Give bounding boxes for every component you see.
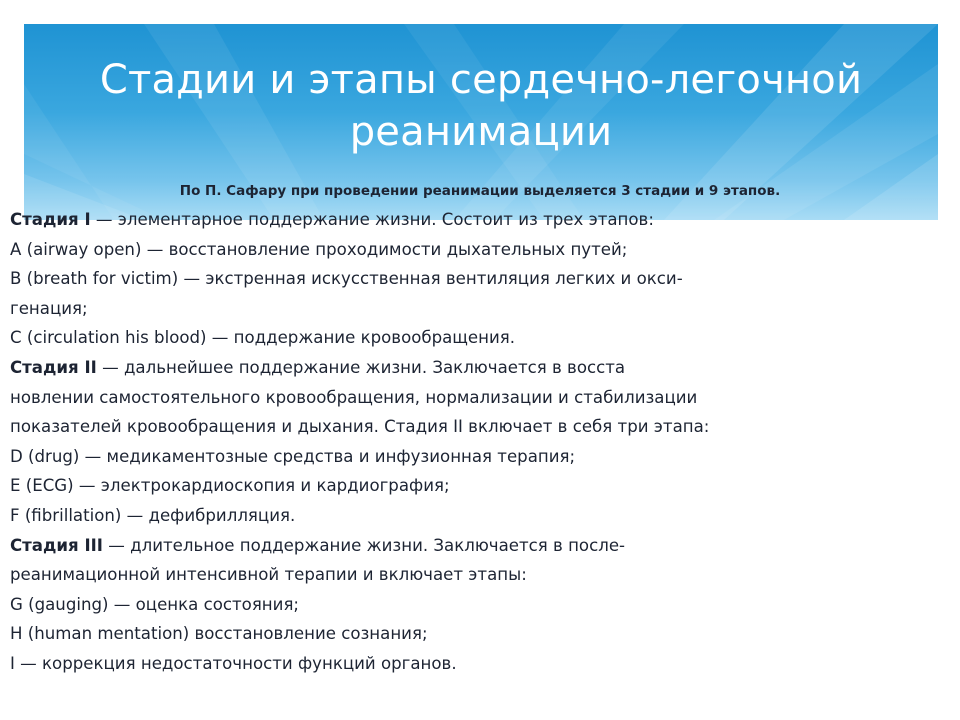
body-line: [10, 353, 950, 383]
body-line: [10, 649, 950, 679]
body-line-text: генация;: [10, 298, 88, 318]
stage-heading: Стадия III: [10, 535, 103, 555]
body-line: [10, 323, 950, 353]
body-line: [10, 501, 950, 531]
body-line: [10, 471, 950, 501]
body-line: [10, 235, 950, 265]
body-line-text: H (human mentation) восстановление сознания;: [10, 624, 428, 644]
body-line: [10, 590, 950, 620]
stage-heading: Стадия I: [10, 210, 91, 229]
stage-heading: Стадия II: [10, 357, 97, 377]
slide-subtitle: По П. Сафару при проведении реанимации выделяется 3 стадии и 9 этапов.: [179, 183, 781, 199]
body-line: [10, 264, 950, 294]
body-line-text: C (circulation his blood) — поддержание кровообращения.: [10, 328, 516, 348]
body-line-text: — длительное поддержание жизни. Заключается в после-: [102, 535, 626, 555]
slide-title: [24, 54, 938, 158]
body-line-text: I — коррекция недостаточности функций органов.: [10, 653, 457, 673]
body-line-text: B (breath for victim) — экстренная искусственная вентиляция легких и окси-: [10, 269, 683, 289]
body-line-text: F (fibrillation) — дефибрилляция.: [10, 505, 296, 525]
body-line-text: D (drug) — медикаментозные средства и инфузионная терапия;: [10, 446, 576, 466]
body-line-text: реанимационной интенсивной терапии и включает этапы:: [10, 565, 527, 585]
body-line-text: — элементарное поддержание жизни. Состоит из трех этапов:: [90, 210, 654, 229]
body-line: [10, 383, 950, 413]
body-line: [10, 619, 950, 649]
body-line-text: A (airway open) — восстановление проходимости дыхательных путей;: [10, 239, 628, 259]
body-line: [10, 412, 950, 442]
body-line-text: G (gauging) — оценка состояния;: [10, 594, 300, 614]
slide-body-text: [10, 205, 950, 679]
body-line-text: показателей кровообращения и дыхания. Стадия II включает в себя три этапа:: [10, 417, 710, 437]
body-line-text: E (ECG) — электрокардиоскопия и кардиография;: [10, 476, 450, 496]
body-line: [10, 205, 950, 235]
slide-title-line-2: реанимации: [349, 109, 613, 155]
slide-title-line-1: Стадии и этапы сердечно-легочной: [99, 57, 863, 103]
body-line: [10, 560, 950, 590]
body-line: [10, 531, 950, 561]
body-line: [10, 442, 950, 472]
body-line-text: новлении самостоятельного кровообращения, нормализации и стабилизации: [10, 387, 698, 407]
body-line: [10, 294, 950, 324]
body-line-text: — дальнейшее поддержание жизни. Заключается в восста: [96, 357, 626, 377]
